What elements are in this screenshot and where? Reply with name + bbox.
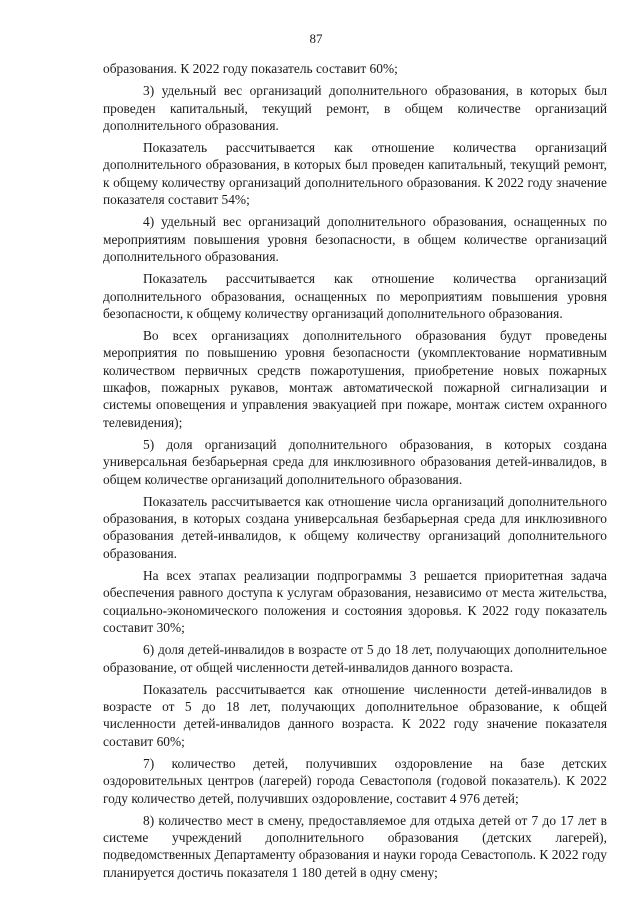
paragraph-item-4: 4) удельный вес организаций дополнительного образования, оснащенных по мероприятиям повышения уровня безопасности, в общем количестве организаций дополнительного образования. (103, 214, 607, 264)
paragraph-item-4-calculation: Показатель рассчитывается как отношение количества организаций дополнительного образования, оснащенных по мероприятиям повышения уровня безопасности, к общему количеству организаций дополнительного образования. (103, 271, 607, 321)
paragraph-item-6-calculation: Показатель рассчитывается как отношение численности детей-инвалидов в возрасте от 5 до 18 лет, получающих дополнительное образование, к общей численности детей-инвалидов данного возраста. К 2022 году значение показателя составит 60%; (103, 681, 607, 749)
paragraph-item-6: 6) доля детей-инвалидов в возрасте от 5 до 18 лет, получающих дополнительное образование, от общей численности детей-инвалидов данного возраста. (103, 642, 607, 675)
paragraph-continuation: образования. К 2022 году показатель составит 60%; (103, 61, 398, 76)
paragraph-item-3-calculation: Показатель рассчитывается как отношение количества организаций дополнительного образования, в которых был проведен капитальный, текущий ремонт, к общему количеству организаций дополнительного образования. К 2022 году значение показателя составит 54%; (103, 140, 607, 208)
paragraph-item-3: 3) удельный вес организаций дополнительного образования, в которых был проведен капитальный, текущий ремонт, в общем количестве организаций дополнительного образования. (103, 83, 607, 133)
paragraph-safety-measures: Во всех организациях дополнительного образования будут проведены мероприятия по повышению уровня безопасности (укомплектование нормативным количеством первичных средств пожаротушения, приобретение новых пожарных шкафов, пожарных рукавов, монтаж автоматической пожарной сигнализации и системы оповещения и управления эвакуацией при пожаре, монтаж систем охранного телевидения); (103, 328, 607, 430)
paragraph-item-8: 8) количество мест в смену, предоставляемое для отдыха детей от 7 до 17 лет в системе учреждений дополнительного образования (детских лагерей), подведомственных Департаменту образования и науки города Севастополь. К 2022 году планируется достичь показателя 1 180 детей в одну смену; (103, 812, 607, 880)
paragraph-subprogram-3: На всех этапах реализации подпрограммы 3 решается приоритетная задача обеспечения равного доступа к услугам образования, независимо от места жительства, социально-экономического положения и состояния здоровья. К 2022 году показатель составит 30%; (103, 568, 607, 635)
page-number: 87 (309, 31, 323, 46)
paragraph-item-7: 7) количество детей, получивших оздоровление на базе детских оздоровительных центров (лагерей) города Севастополя (годовой показатель). К 2022 году количество детей, получивших оздоровление, составит 4 976 детей; (103, 755, 607, 806)
paragraph-item-5: 5) доля организаций дополнительного образования, в которых создана универсальная безбарьерная среда для инклюзивного образования детей-инвалидов, в общем количестве организаций дополнительного образования. (103, 436, 607, 487)
paragraph-item-5-calculation: Показатель рассчитывается как отношение числа организаций дополнительного образования, в которых создана универсальная безбарьерная среда для инклюзивного образования детей-инвалидов, к общему количеству организаций дополнительного образования. (103, 493, 607, 561)
document-body (103, 60, 607, 886)
